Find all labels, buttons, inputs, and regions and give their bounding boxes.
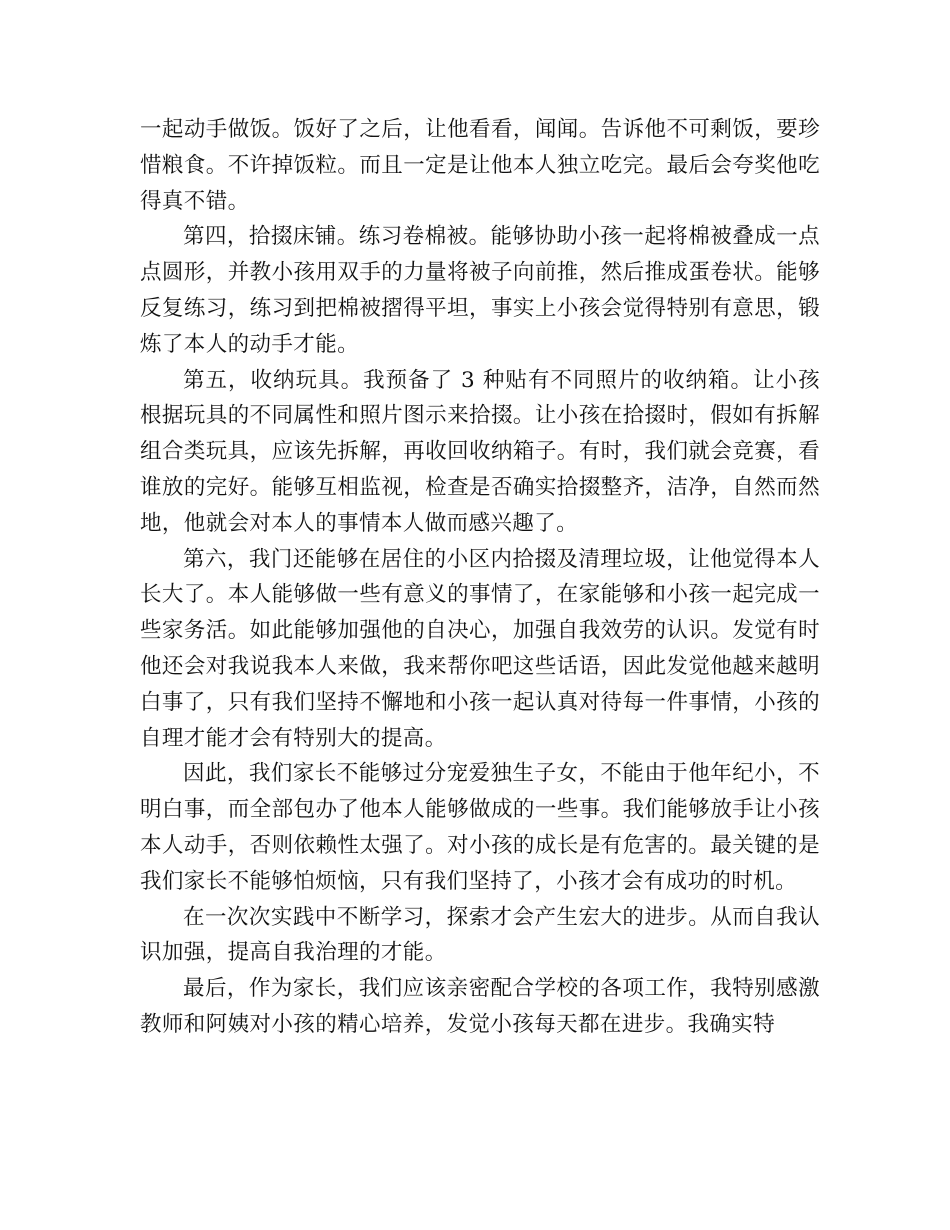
paragraph-7: 最后，作为家长，我们应该亲密配合学校的各项工作，我特别感激教师和阿姨对小孩的精心培养，发觉小孩每天都在进步。我确实特	[140, 976, 820, 1037]
paragraph-1: 一起动手做饭。饭好了之后，让他看看，闻闻。告诉他不可剩饭，要珍惜粮食。不许掉饭粒。而且一定是让他本人独立吃完。最后会夸奖他吃得真不错。	[140, 117, 820, 214]
document-page	[140, 112, 820, 1043]
paragraph-4: 第六，我门还能够在居住的小区内拾掇及清理垃圾，让他觉得本人长大了。本人能够做一些有意义的事情了，在家能够和小孩一起完成一些家务活。如此能够加强他的自决心，加强自我效劳的认识。发觉有时他还会对我说我本人来做，我来帮你吧这些话语，因此发觉他越来越明白事了，只有我们坚持不懈地和小孩一起认真对待每一件事情，小孩的自理才能才会有特别大的提高。	[140, 546, 820, 751]
paragraph-5: 因此，我们家长不能够过分宠爱独生子女，不能由于他年纪小，不明白事，而全部包办了他本人能够做成的一些事。我们能够放手让小孩本人动手，否则依赖性太强了。对小孩的成长是有危害的。最关键的是我们家长不能够怕烦恼，只有我们坚持了，小孩才会有成功的时机。	[140, 761, 820, 894]
paragraph-3: 第五，收纳玩具。我预备了 3 种贴有不同照片的收纳箱。让小孩根据玩具的不同属性和照片图示来拾掇。让小孩在拾掇时，假如有拆解组合类玩具，应该先拆解，再收回收纳箱子。有时，我们就会竞赛，看谁放的完好。能够互相监视，检查是否确实拾掇整齐，洁净，自然而然地，他就会对本人的事情本人做而感兴趣了。	[140, 367, 820, 536]
paragraph-6: 在一次次实践中不断学习，探索才会产生宏大的进步。从而自我认识加强，提高自我治理的才能。	[140, 904, 820, 966]
paragraph-2: 第四，拾掇床铺。练习卷棉被。能够协助小孩一起将棉被叠成一点点圆形，并教小孩用双手的力量将被子向前推，然后推成蛋卷状。能够反复练习，练习到把棉被摺得平坦，事实上小孩会觉得特别有意思，锻炼了本人的动手才能。	[140, 224, 820, 357]
